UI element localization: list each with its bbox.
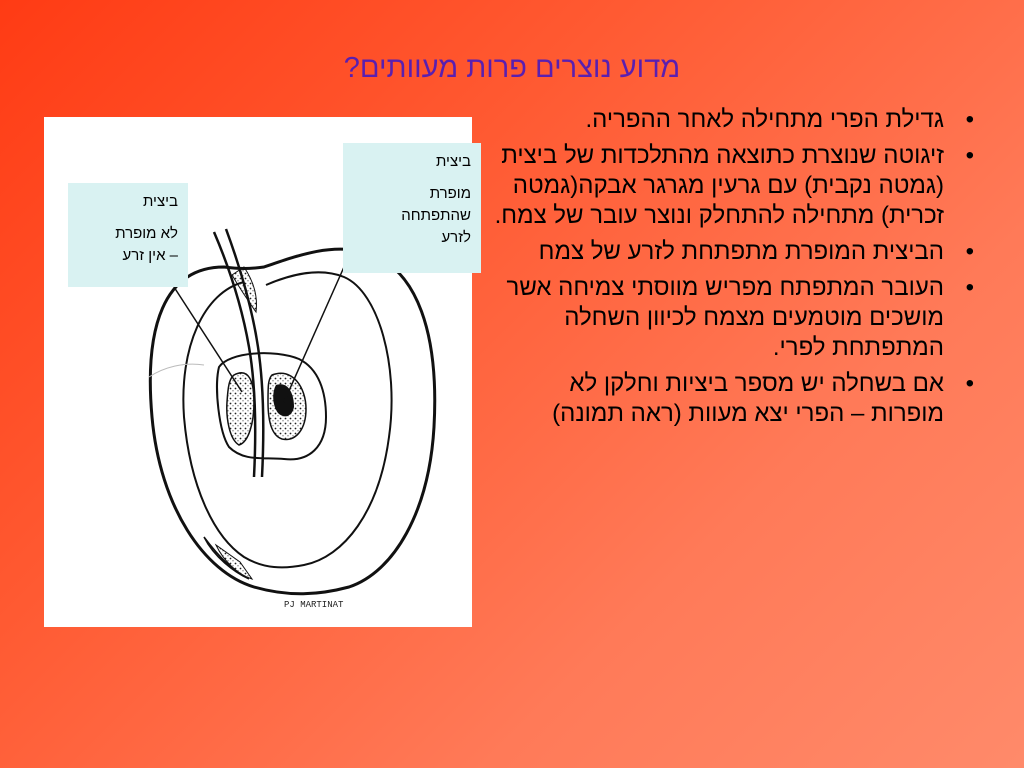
bullet-item: • הביצית המופרת מתפתחת לזרע של צמח [491, 237, 976, 267]
slide-title: מדוע נוצרים פרות מעוותים? [343, 52, 681, 84]
callout-fertilized-ovule [343, 143, 481, 273]
artist-signature: PJ MARTINAT [284, 600, 344, 610]
bullet-item: • אם בשחלה יש מספר ביציות וחלקן לא מופרות – הפרי יצא מעוות (ראה תמונה) [491, 369, 976, 429]
bullet-item: • העובר המתפתח מפריש מווסתי צמיחה אשר מושכים מוטמעים מצמח לכיוון השחלה המתפתחת לפרי. [491, 273, 976, 363]
callout-line: – אין זרע [122, 247, 178, 264]
bullet-list [491, 105, 976, 435]
callout-title: ביצית [142, 193, 178, 210]
callout-unfertilized-ovule [68, 183, 188, 287]
callout-line: שהתפתחה [401, 207, 471, 224]
callout-title: ביצית [435, 153, 471, 170]
bullet-item: • זיגוטה שנוצרת כתוצאה מהתלכדות של ביצית (גמטה נקבית) עם גרעין מגרגר אבקה(גמטה זכרית) מתחילה להתחלק ונוצר עובר של צמח. [491, 141, 976, 231]
bullet-item: • גדילת הפרי מתחילה לאחר ההפריה. [491, 105, 976, 135]
callout-line: לא מופרת [115, 225, 178, 242]
callout-line: מופרת [429, 185, 471, 202]
callout-line: לזרע [441, 229, 471, 246]
